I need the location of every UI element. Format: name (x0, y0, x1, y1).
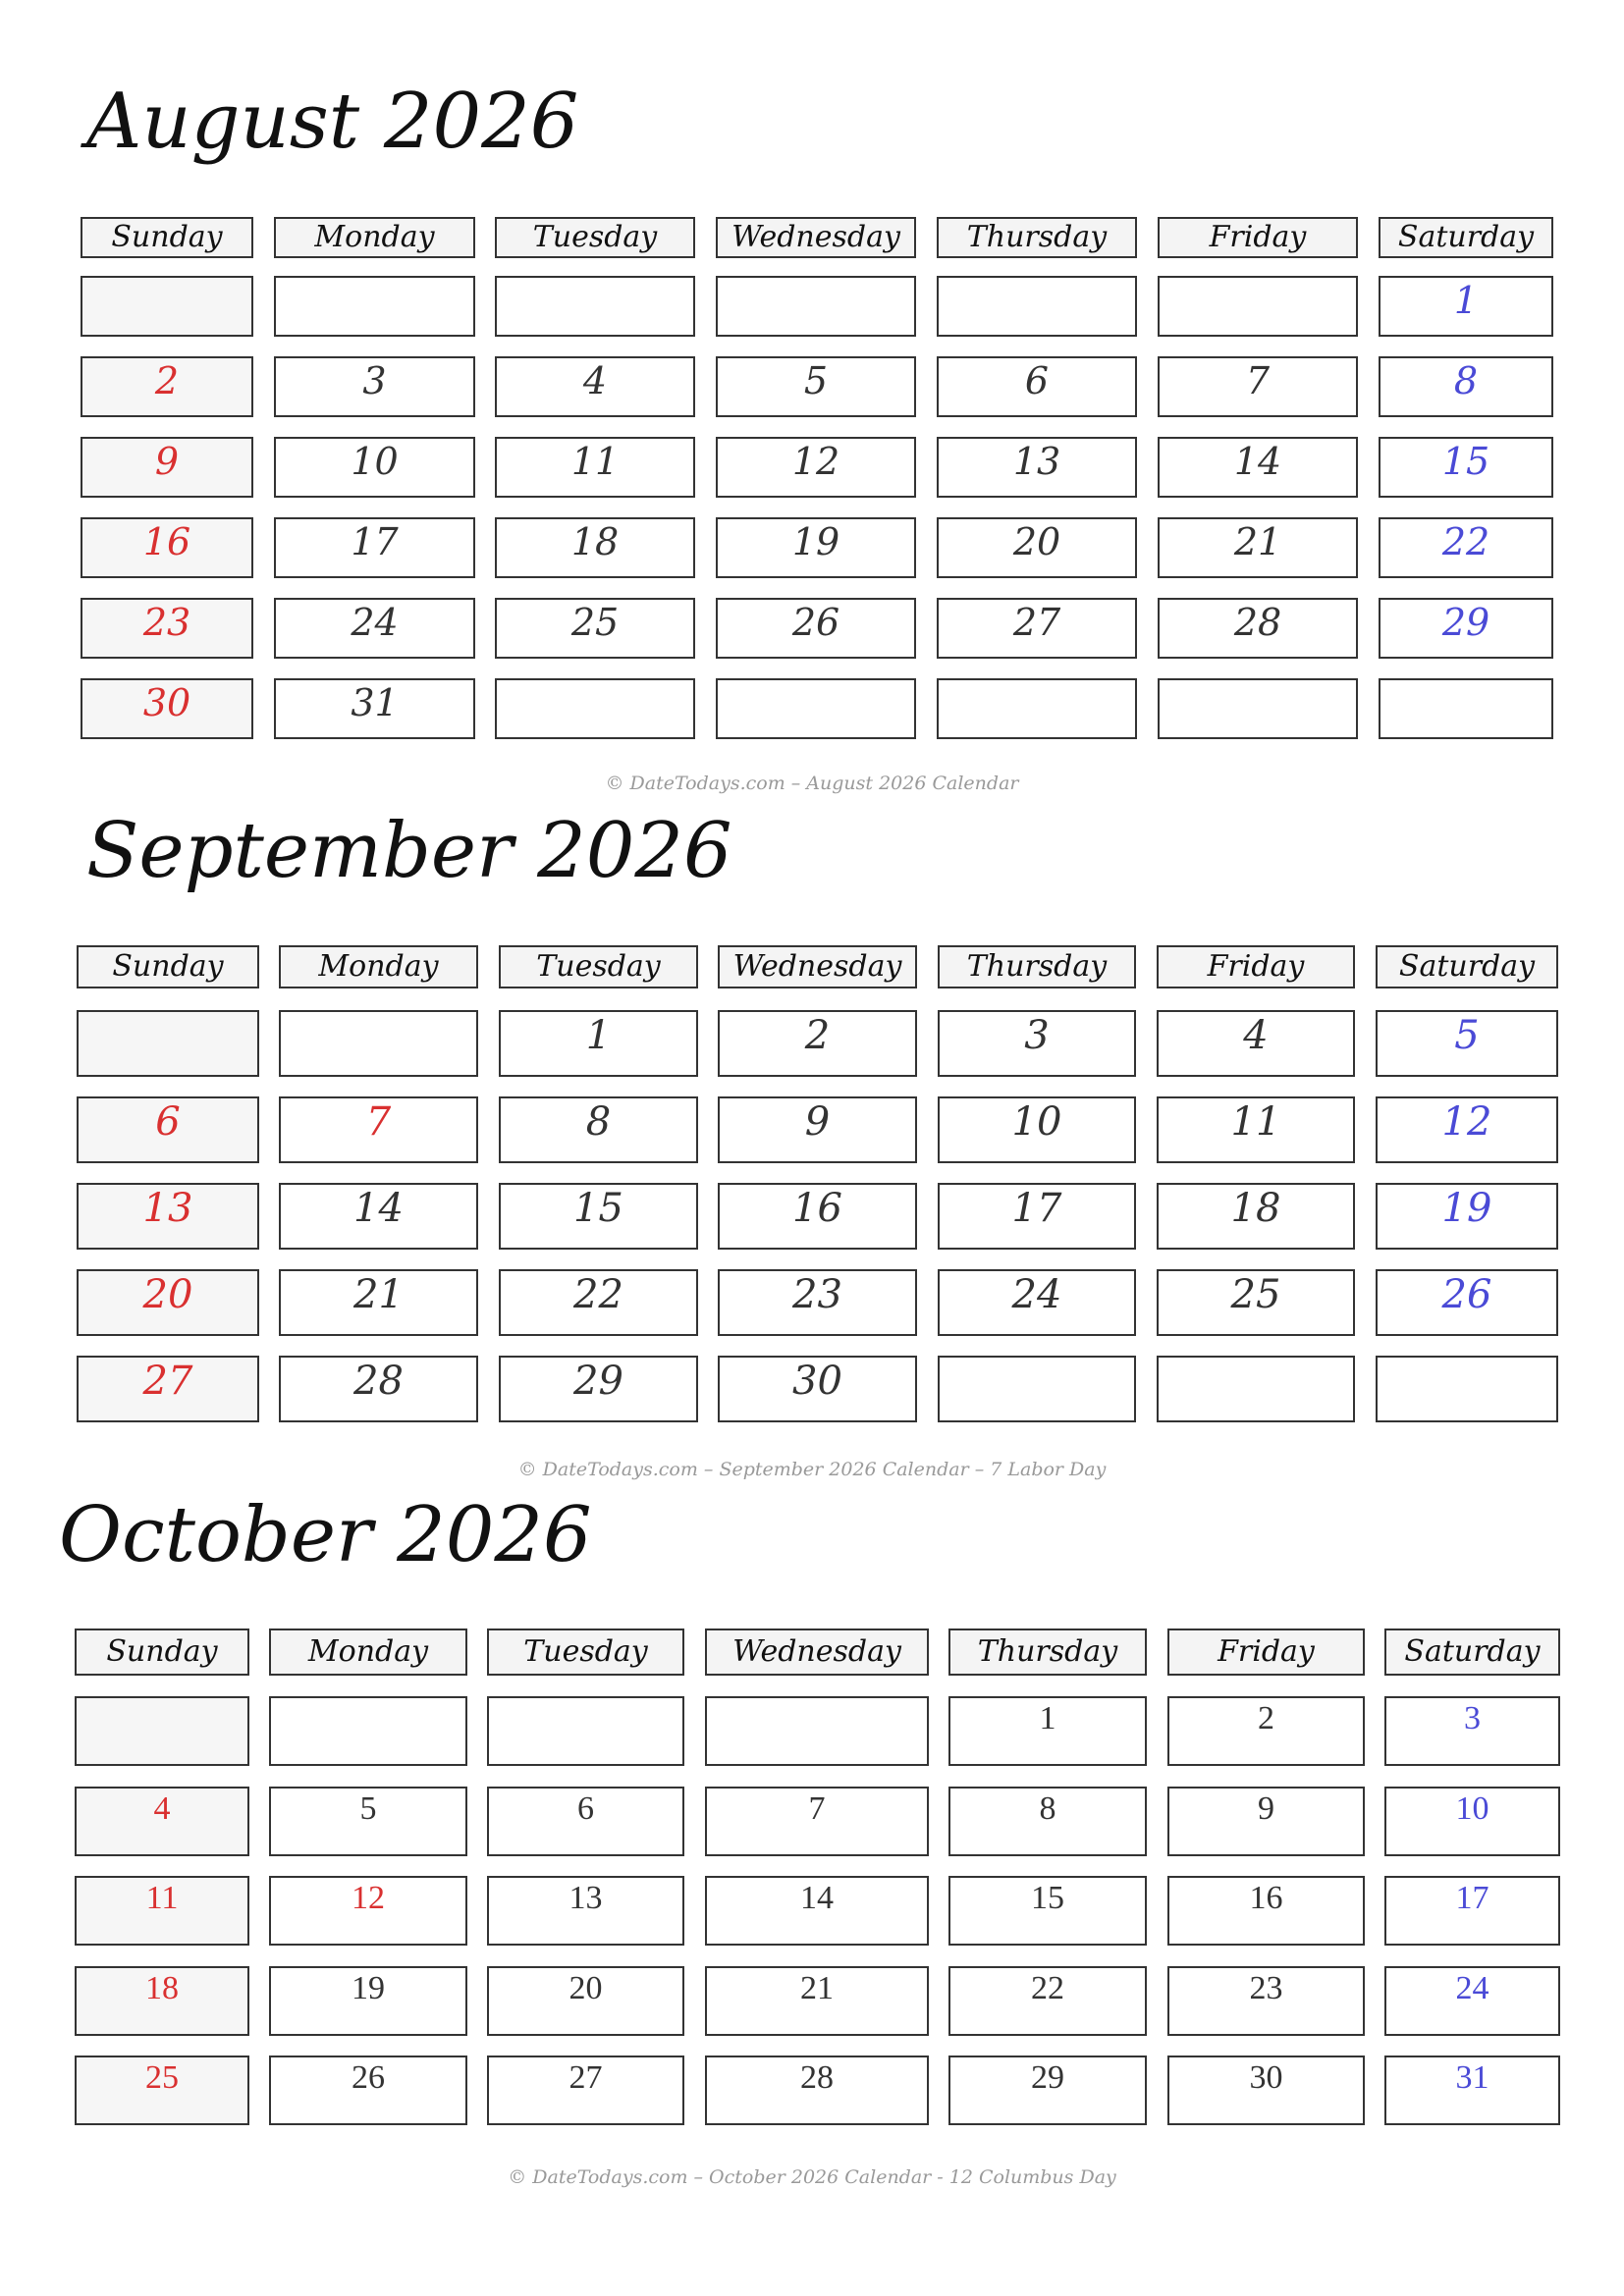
day-number: 27 (568, 2059, 603, 2096)
day-number: 3 (362, 359, 387, 402)
day-number: 22 (1441, 520, 1490, 563)
day-number: 24 (351, 601, 399, 644)
day-cell (75, 1787, 249, 1856)
day-cell (75, 1696, 249, 1766)
weekday-header: Saturday (1384, 1629, 1560, 1676)
weekday-header: Friday (1157, 945, 1355, 988)
day-cell (1384, 1966, 1560, 2036)
day-number: 4 (153, 1789, 171, 1827)
day-number: 18 (145, 1969, 179, 2006)
day-number: 15 (1031, 1880, 1064, 1916)
day-number: 12 (791, 440, 840, 483)
day-number: 15 (1441, 440, 1490, 483)
day-number: 8 (1039, 1789, 1056, 1827)
day-number: 10 (1011, 1099, 1062, 1145)
weekday-header: Sunday (77, 945, 259, 988)
day-number: 20 (1012, 520, 1061, 563)
day-cell (1167, 1966, 1365, 2036)
day-number: 3 (1464, 1700, 1481, 1736)
day-number: 2 (804, 1013, 831, 1058)
day-number: 21 (1233, 520, 1282, 563)
day-number: 25 (570, 601, 620, 644)
weekday-header: Thursday (938, 945, 1136, 988)
day-cell (948, 1787, 1147, 1856)
day-cell (948, 1696, 1147, 1766)
day-number: 4 (582, 359, 608, 402)
day-cell (705, 1696, 929, 1766)
day-cell (1167, 1876, 1365, 1946)
footer-note: © DateTodays.com – August 2026 Calendar (605, 773, 1019, 794)
day-number: 9 (154, 440, 180, 483)
day-number: 13 (568, 1880, 603, 1916)
day-cell (269, 1966, 467, 2036)
day-number: 22 (573, 1272, 623, 1317)
day-cell (705, 1876, 929, 1946)
day-number: 1 (1039, 1700, 1056, 1736)
day-number: 11 (570, 440, 620, 483)
day-number: 5 (1454, 1013, 1480, 1058)
weekday-header: Sunday (81, 217, 253, 258)
weekday-header: Thursday (948, 1629, 1147, 1676)
weekday-header: Tuesday (499, 945, 698, 988)
day-number: 6 (577, 1789, 594, 1827)
day-number: 25 (1230, 1272, 1281, 1317)
day-number: 9 (804, 1099, 831, 1145)
day-number: 12 (352, 1880, 385, 1916)
day-cell (269, 2056, 467, 2125)
month-title: August 2026 (86, 78, 579, 166)
day-number: 21 (800, 1969, 834, 2006)
day-cell (487, 1876, 684, 1946)
day-number: 6 (1024, 359, 1050, 402)
day-cell (269, 1696, 467, 1766)
day-number: 26 (791, 601, 840, 644)
day-cell (75, 2056, 249, 2125)
day-number: 29 (1031, 2059, 1064, 2096)
day-number: 27 (1012, 601, 1061, 644)
day-number: 1 (1453, 279, 1479, 322)
day-cell (705, 1787, 929, 1856)
day-number: 31 (1455, 2059, 1489, 2096)
day-cell (1384, 1876, 1560, 1946)
day-number: 13 (1012, 440, 1061, 483)
day-cell (948, 1966, 1147, 2036)
day-number: 31 (351, 681, 399, 724)
day-number: 26 (352, 2059, 385, 2096)
weekday-header: Tuesday (495, 217, 695, 258)
day-cell (487, 1696, 684, 1766)
weekday-header: Thursday (937, 217, 1137, 258)
day-number: 16 (1249, 1880, 1283, 1916)
day-number: 14 (353, 1186, 404, 1231)
day-number: 6 (155, 1099, 181, 1145)
day-cell (1384, 1787, 1560, 1856)
day-number: 8 (585, 1099, 612, 1145)
day-cell (269, 1787, 467, 1856)
day-number: 24 (1011, 1272, 1062, 1317)
day-number: 11 (1230, 1099, 1281, 1145)
day-number: 14 (800, 1880, 834, 1916)
weekday-header: Wednesday (718, 945, 917, 988)
day-number: 11 (145, 1880, 179, 1916)
day-number: 7 (1245, 359, 1271, 402)
day-number: 29 (1441, 601, 1490, 644)
day-cell (948, 2056, 1147, 2125)
day-number: 9 (1258, 1789, 1274, 1827)
day-number: 23 (1249, 1969, 1283, 2006)
weekday-header: Wednesday (705, 1629, 929, 1676)
day-number: 18 (1230, 1186, 1281, 1231)
day-cell (1167, 1696, 1365, 1766)
month-title: September 2026 (86, 807, 732, 895)
weekday-header: Friday (1167, 1629, 1365, 1676)
day-number: 28 (353, 1359, 404, 1404)
day-number: 1 (585, 1013, 612, 1058)
day-number: 5 (359, 1789, 377, 1827)
day-number: 10 (351, 440, 399, 483)
footer-note: © DateTodays.com – October 2026 Calendar - 12 Columbus Day (508, 2166, 1116, 2188)
day-number: 16 (792, 1186, 842, 1231)
weekday-header: Monday (279, 945, 478, 988)
day-number: 12 (1441, 1099, 1492, 1145)
weekday-header: Monday (274, 217, 475, 258)
day-number: 7 (808, 1789, 826, 1827)
weekday-header: Friday (1158, 217, 1358, 258)
day-cell (1384, 2056, 1560, 2125)
day-number: 4 (1243, 1013, 1269, 1058)
day-cell (487, 1966, 684, 2036)
day-number: 2 (1258, 1700, 1274, 1736)
weekday-header: Saturday (1379, 217, 1553, 258)
day-number: 25 (145, 2059, 179, 2096)
weekday-header: Monday (269, 1629, 467, 1676)
day-cell (487, 2056, 684, 2125)
day-cell (487, 1787, 684, 1856)
day-number: 19 (791, 520, 840, 563)
weekday-header: Sunday (75, 1629, 249, 1676)
day-number: 30 (142, 681, 191, 724)
day-number: 23 (142, 601, 191, 644)
day-number: 30 (1249, 2059, 1283, 2096)
day-number: 29 (573, 1359, 623, 1404)
weekday-header: Saturday (1376, 945, 1558, 988)
day-number: 19 (352, 1969, 385, 2006)
day-number: 14 (1233, 440, 1282, 483)
day-cell (75, 1966, 249, 2036)
day-number: 17 (351, 520, 399, 563)
day-number: 22 (1031, 1969, 1064, 2006)
day-number: 2 (154, 359, 180, 402)
day-number: 17 (1455, 1880, 1489, 1916)
day-number: 20 (142, 1272, 193, 1317)
day-number: 7 (365, 1099, 392, 1145)
day-cell (75, 1876, 249, 1946)
day-cell (948, 1876, 1147, 1946)
day-number: 20 (568, 1969, 603, 2006)
day-number: 3 (1024, 1013, 1050, 1058)
day-number: 13 (142, 1186, 193, 1231)
day-number: 16 (142, 520, 191, 563)
day-cell (1167, 1787, 1365, 1856)
day-number: 5 (803, 359, 829, 402)
day-number: 23 (792, 1272, 842, 1317)
day-number: 18 (570, 520, 620, 563)
day-number: 26 (1441, 1272, 1492, 1317)
day-cell (705, 1966, 929, 2036)
day-number: 10 (1455, 1789, 1489, 1827)
day-number: 24 (1455, 1969, 1489, 2006)
day-cell (705, 2056, 929, 2125)
day-number: 27 (142, 1359, 193, 1404)
day-number: 8 (1453, 359, 1479, 402)
day-cell (1167, 2056, 1365, 2125)
weekday-header: Tuesday (487, 1629, 684, 1676)
day-cell (1384, 1696, 1560, 1766)
day-number: 17 (1011, 1186, 1062, 1231)
day-number: 28 (1233, 601, 1282, 644)
weekday-header: Wednesday (716, 217, 916, 258)
day-number: 28 (800, 2059, 834, 2096)
footer-note: © DateTodays.com – September 2026 Calendar – 7 Labor Day (517, 1459, 1107, 1480)
month-title: October 2026 (59, 1491, 592, 1579)
day-number: 30 (792, 1359, 842, 1404)
day-number: 19 (1441, 1186, 1492, 1231)
day-cell (269, 1876, 467, 1946)
day-number: 21 (353, 1272, 404, 1317)
day-number: 15 (573, 1186, 623, 1231)
